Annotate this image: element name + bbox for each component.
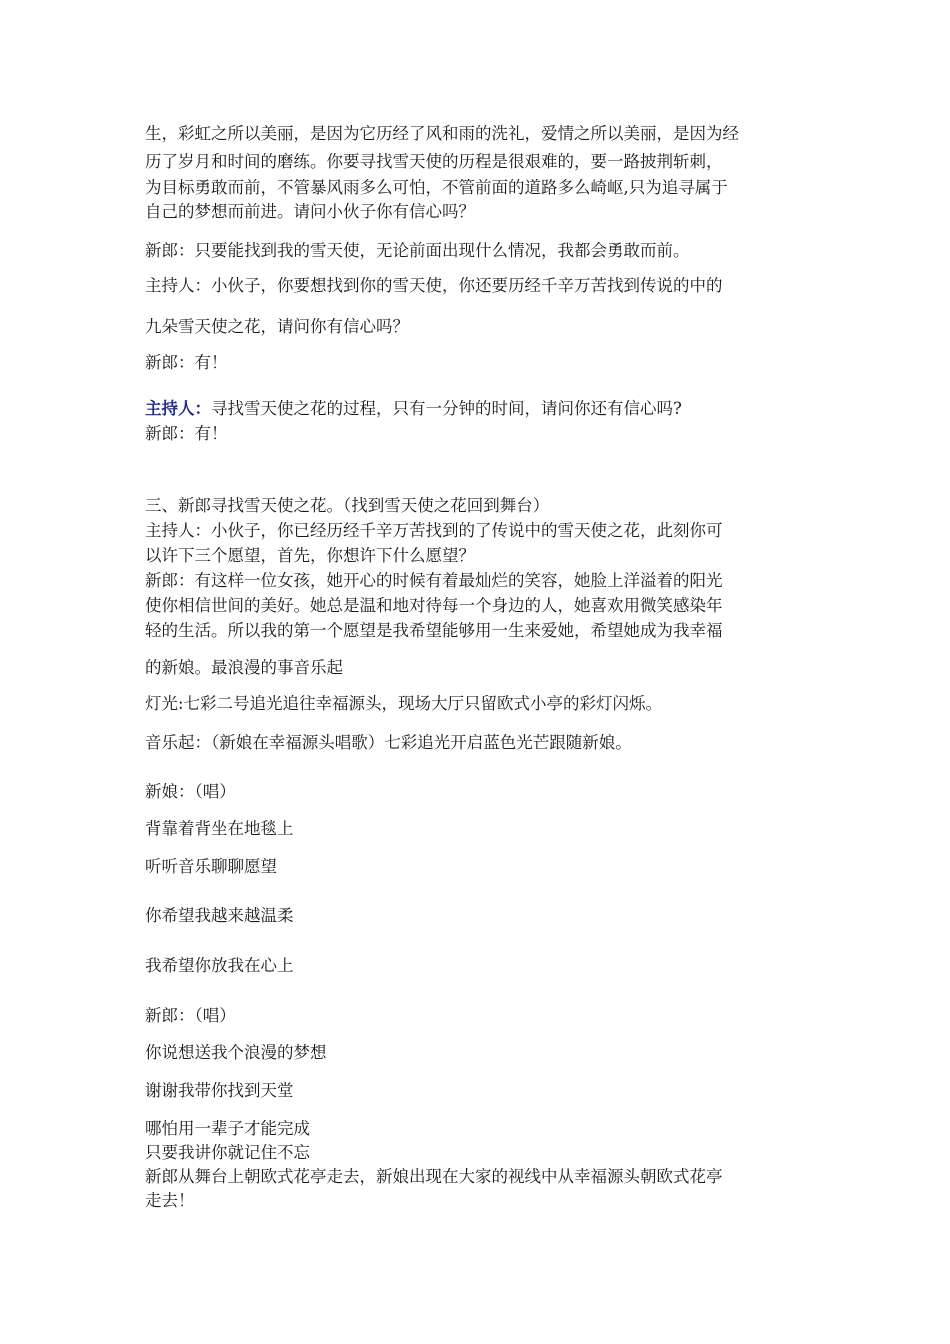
dialogue-line: 主持人：小伙子，你要想找到你的雪天使，你还要历经千辛万苦找到传说的中的 — [145, 276, 723, 295]
dialogue-line: 新郎：有！ — [145, 424, 228, 443]
stage-direction: 灯光:七彩二号追光追往幸福源头，现场大厅只留欧式小亭的彩灯闪烁。 — [145, 694, 663, 713]
lyric-line: 哪怕用一辈子才能完成 — [145, 1119, 310, 1138]
lyric-line: 你说想送我个浪漫的梦想 — [145, 1043, 327, 1062]
dialogue-line: 新郎：（唱） — [145, 1006, 236, 1025]
paragraph-line: 历了岁月和时间的磨练。你要寻找雪天使的历程是很艰难的，要一路披荆斩刺， — [145, 152, 723, 171]
dialogue-line: 新郎：只要能找到我的雪天使，无论前面出现什么情况，我都会勇敢而前。 — [145, 241, 690, 260]
dialogue-line: 使你相信世间的美好。她总是温和地对待每一个身边的人，她喜欢用微笑感染年 — [145, 596, 723, 615]
paragraph-line: 生，彩虹之所以美丽，是因为它历经了风和雨的洗礼，爱情之所以美丽，是因为经 — [145, 124, 739, 143]
dialogue-text: 寻找雪天使之花的过程，只有一分钟的时间，请问你还有信心吗? — [211, 399, 682, 418]
dialogue-line: 以许下三个愿望，首先，你想许下什么愿望？ — [145, 546, 475, 565]
paragraph-line: 为目标勇敢而前，不管暴风雨多么可怕，不管前面的道路多么崎岖,只为追寻属于 — [145, 178, 728, 197]
lyric-line: 谢谢我带你找到天堂 — [145, 1081, 294, 1100]
lyric-line: 我希望你放我在心上 — [145, 956, 294, 975]
stage-direction: 新郎从舞台上朝欧式花亭走去，新娘出现在大家的视线中从幸福源头朝欧式花亭 — [145, 1167, 723, 1186]
dialogue-line: 轻的生活。所以我的第一个愿望是我希望能够用一生来爱她，希望她成为我幸福 — [145, 621, 723, 640]
paragraph-line: 自己的梦想而前进。请问小伙子你有信心吗？ — [145, 202, 475, 221]
lyric-line: 你希望我越来越温柔 — [145, 906, 294, 925]
dialogue-line: 九朵雪天使之花，请问你有信心吗？ — [145, 317, 409, 336]
lyric-line: 听听音乐聊聊愿望 — [145, 857, 277, 876]
dialogue-line: 主持人：小伙子，你已经历经千辛万苦找到的了传说中的雪天使之花，此刻你可 — [145, 521, 723, 540]
dialogue-line — [145, 398, 815, 420]
stage-direction: 走去！ — [145, 1191, 195, 1210]
lyric-line: 只要我讲你就记住不忘 — [145, 1143, 310, 1162]
dialogue-line: 新郎：有这样一位女孩，她开心的时候有着最灿烂的笑容，她脸上洋溢着的阳光 — [145, 571, 723, 590]
lyric-line: 背靠着背坐在地毯上 — [145, 819, 294, 838]
dialogue-line: 新娘：（唱） — [145, 782, 236, 801]
section-heading: 三、新郎寻找雪天使之花。（找到雪天使之花回到舞台） — [145, 496, 550, 515]
stage-direction: 音乐起：（新娘在幸福源头唱歌）七彩追光开启蓝色光芒跟随新娘。 — [145, 733, 632, 752]
dialogue-line: 的新娘。最浪漫的事音乐起 — [145, 658, 343, 677]
dialogue-line: 新郎：有！ — [145, 353, 228, 372]
speaker-label: 主持人： — [145, 399, 211, 418]
